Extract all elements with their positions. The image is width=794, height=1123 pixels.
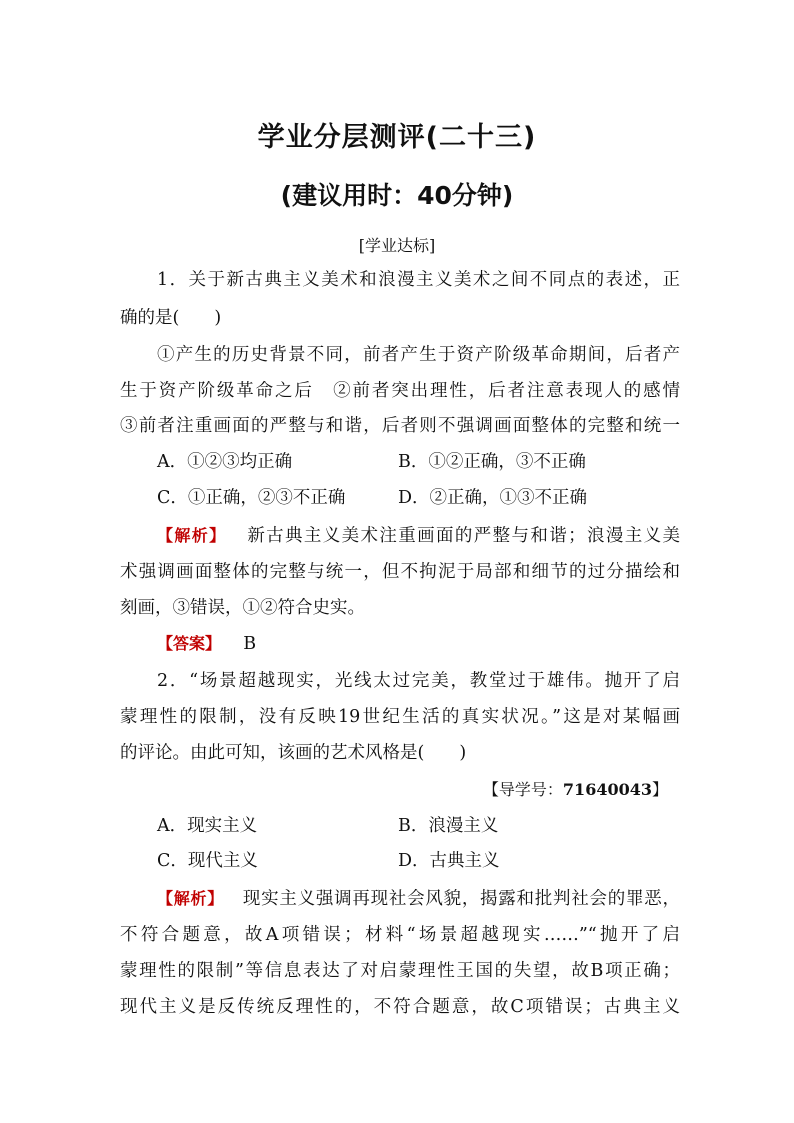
section-heading: [学业达标] [358, 236, 436, 255]
question-2-option-d: D．古典主义 [398, 851, 500, 871]
question-1-option-a: A．①②③均正确 [157, 452, 293, 472]
question-2-stem-line-3: 的评论。由此可知，该画的艺术风格是( ) [120, 743, 467, 763]
answer-tag: 【答案】 [157, 634, 222, 653]
page-title: 学业分层测评(二十三) [257, 122, 537, 153]
question-2-analysis-line-4: 现代主义是反传统反理性的，不符合题意，故C项错误；古典主义 [120, 997, 680, 1017]
question-2-option-c: C．现代主义 [157, 851, 258, 871]
analysis-tag: 【解析】 [157, 889, 224, 908]
question-1-option-c: C．①正确，②③不正确 [157, 488, 346, 508]
question-2-analysis-text-1: 现实主义强调再现社会风貌，揭露和批判社会的罪恶， [242, 889, 680, 909]
question-1-stem-line-1: 1．关于新古典主义美术和浪漫主义美术之间不同点的表述，正 [157, 270, 680, 290]
study-reference-number [483, 777, 668, 800]
question-1-item-line-1: ①产生的历史背景不同，前者产生于资产阶级革命期间，后者产 [157, 345, 680, 365]
question-2-stem-line-1: 2．“场景超越现实，光线太过完美，教堂过于雄伟。抛开了启 [157, 671, 680, 691]
question-1-item-line-3: ③前者注重画面的严整与和谐，后者则不强调画面整体的完整和统一 [120, 416, 680, 436]
question-2-analysis-line-2: 不符合题意，故A项错误；材料“场景超越现实……”“抛开了启 [120, 925, 680, 945]
question-1-option-b: B．①②正确，③不正确 [398, 452, 586, 472]
reference-close: 】 [651, 780, 668, 799]
question-2-option-a: A．现实主义 [157, 816, 258, 836]
question-1-option-d: D．②正确，①③不正确 [398, 488, 588, 508]
analysis-tag: 【解析】 [157, 526, 227, 545]
reference-number: 71640043 [562, 780, 652, 799]
question-1-analysis-line-3: 刻画，③错误，①②符合史实。 [120, 598, 365, 618]
question-1-analysis-text-1: 新古典主义美术注重画面的严整与和谐；浪漫主义美 [247, 526, 680, 546]
question-2-analysis-line-1 [157, 887, 680, 911]
question-1-analysis-line-2: 术强调画面整体的完整与统一，但不拘泥于局部和细节的过分描绘和 [120, 562, 680, 582]
reference-label: 【导学号： [482, 780, 563, 799]
question-2-stem-line-2: 蒙理性的限制，没有反映19世纪生活的真实状况。”这是对某幅画 [120, 707, 680, 727]
question-1-answer: B [243, 634, 257, 654]
question-1-item-line-2: 生于资产阶级革命之后 ②前者突出理性，后者注意表现人的感情 [120, 381, 680, 401]
page-subtitle: (建议用时：40分钟) [280, 181, 514, 210]
question-1-answer-line [157, 632, 256, 656]
question-2-analysis-line-3: 蒙理性的限制”等信息表达了对启蒙理性王国的失望，故B项正确； [120, 961, 680, 981]
question-1-stem-line-2: 确的是( ) [120, 308, 222, 328]
question-2-option-b: B．浪漫主义 [398, 816, 499, 836]
question-1-analysis-line-1 [157, 524, 680, 548]
